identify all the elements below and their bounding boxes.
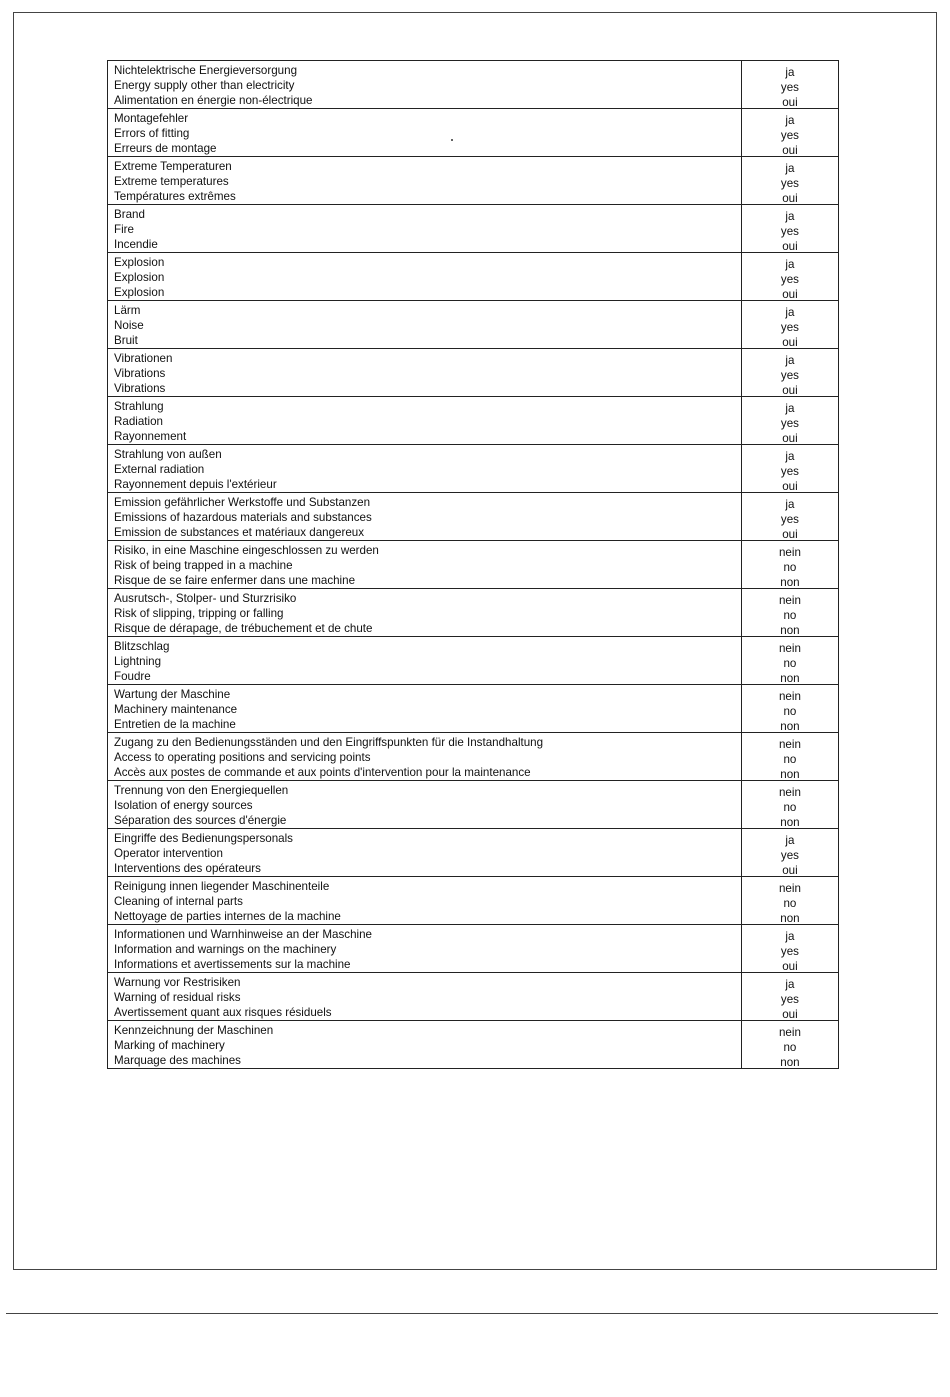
- hazard-label-stack: [108, 61, 741, 107]
- hazard-label-de: Warnung vor Restrisiken: [114, 976, 241, 989]
- hazard-label-stack: [108, 1021, 741, 1067]
- hazard-answer-stack: [742, 61, 838, 107]
- hazard-label-stack: [108, 781, 741, 827]
- answer-de: ja: [785, 978, 795, 991]
- answer-fr: oui: [782, 528, 798, 541]
- hazard-label-cell: [108, 637, 742, 685]
- hazard-label-de: Trennung von den Energiequellen: [114, 784, 289, 797]
- answer-de: ja: [785, 258, 795, 271]
- hazard-row: [108, 925, 839, 973]
- hazard-label-stack: [108, 685, 741, 731]
- hazard-label-de: Montagefehler: [114, 112, 189, 125]
- hazard-label-cell: [108, 349, 742, 397]
- hazard-label-stack: [108, 973, 741, 1019]
- answer-de: ja: [785, 498, 795, 511]
- hazard-answer-cell: [741, 1021, 838, 1069]
- hazard-row: [108, 637, 839, 685]
- scan-speck: [451, 139, 453, 141]
- answer-en: yes: [780, 81, 799, 94]
- hazard-label-stack: [108, 733, 741, 779]
- answer-de: ja: [785, 930, 795, 943]
- hazard-answer-stack: [742, 829, 838, 875]
- footer-rule: [6, 1313, 938, 1314]
- answer-en: no: [783, 705, 797, 718]
- hazard-answer-stack: [742, 925, 838, 971]
- hazard-answer-cell: [741, 349, 838, 397]
- hazard-label-fr: Nettoyage de parties internes de la machine: [114, 910, 341, 923]
- hazard-answer-stack: [742, 253, 838, 299]
- hazard-label-fr: Risque de dérapage, de trébuchement et de chute: [114, 622, 373, 635]
- hazard-label-cell: [108, 157, 742, 205]
- hazard-label-cell: [108, 301, 742, 349]
- hazard-label-fr: Séparation des sources d'énergie: [114, 814, 287, 827]
- hazard-label-de: Blitzschlag: [114, 640, 170, 653]
- answer-fr: oui: [782, 960, 798, 973]
- hazard-label-cell: [108, 829, 742, 877]
- hazard-table: [107, 60, 839, 1069]
- answer-de: ja: [785, 402, 795, 415]
- hazard-answer-cell: [741, 205, 838, 253]
- hazard-label-fr: Avertissement quant aux risques résiduels: [114, 1006, 332, 1019]
- hazard-row: [108, 973, 839, 1021]
- hazard-label-stack: [108, 541, 741, 587]
- hazard-answer-stack: [742, 685, 838, 731]
- answer-fr: non: [780, 672, 800, 685]
- hazard-label-de: Informationen und Warnhinweise an der Maschine: [114, 928, 372, 941]
- hazard-answer-stack: [742, 877, 838, 923]
- hazard-label-fr: Incendie: [114, 238, 158, 251]
- answer-fr: non: [780, 768, 800, 781]
- hazard-row: [108, 781, 839, 829]
- hazard-label-de: Eingriffe des Bedienungspersonals: [114, 832, 293, 845]
- hazard-label-stack: [108, 109, 741, 155]
- answer-fr: oui: [782, 864, 798, 877]
- hazard-label-en: Errors of fitting: [114, 127, 190, 140]
- hazard-label-cell: [108, 685, 742, 733]
- answer-en: yes: [780, 465, 799, 478]
- answer-de: ja: [785, 834, 795, 847]
- hazard-label-stack: [108, 445, 741, 491]
- hazard-label-stack: [108, 637, 741, 683]
- hazard-row: [108, 733, 839, 781]
- hazard-label-cell: [108, 589, 742, 637]
- hazard-answer-stack: [742, 781, 838, 827]
- hazard-label-cell: [108, 877, 742, 925]
- hazard-row: [108, 253, 839, 301]
- hazard-label-de: Nichtelektrische Energieversorgung: [114, 64, 298, 77]
- hazard-label-en: Access to operating positions and servicing points: [114, 751, 371, 764]
- answer-fr: oui: [782, 480, 798, 493]
- answer-en: yes: [780, 513, 799, 526]
- hazard-label-fr: Explosion: [114, 286, 165, 299]
- hazard-answer-cell: [741, 397, 838, 445]
- hazard-label-fr: Interventions des opérateurs: [114, 862, 261, 875]
- answer-en: yes: [780, 945, 799, 958]
- hazard-label-en: Fire: [114, 223, 134, 236]
- answer-fr: oui: [782, 384, 798, 397]
- hazard-row: [108, 349, 839, 397]
- hazard-answer-cell: [741, 877, 838, 925]
- answer-de: ja: [785, 306, 795, 319]
- hazard-label-de: Emission gefährlicher Werkstoffe und Substanzen: [114, 496, 371, 509]
- hazard-answer-cell: [741, 637, 838, 685]
- hazard-row: [108, 397, 839, 445]
- hazard-label-fr: Informations et avertissements sur la machine: [114, 958, 351, 971]
- hazard-label-en: Risk of slipping, tripping or falling: [114, 607, 284, 620]
- hazard-label-de: Extreme Temperaturen: [114, 160, 232, 173]
- hazard-label-cell: [108, 925, 742, 973]
- hazard-label-stack: [108, 589, 741, 635]
- hazard-label-cell: [108, 253, 742, 301]
- hazard-answer-cell: [741, 253, 838, 301]
- hazard-label-stack: [108, 253, 741, 299]
- hazard-label-cell: [108, 61, 742, 109]
- answer-en: no: [783, 801, 797, 814]
- hazard-answer-stack: [742, 589, 838, 635]
- hazard-label-de: Zugang zu den Bedienungsständen und den Eingriffspunkten für die Instandhaltung: [114, 736, 544, 749]
- answer-de: nein: [778, 738, 801, 751]
- hazard-answer-stack: [742, 109, 838, 155]
- answer-de: nein: [778, 690, 801, 703]
- hazard-label-en: Operator intervention: [114, 847, 223, 860]
- hazard-answer-cell: [741, 541, 838, 589]
- hazard-row: [108, 61, 839, 109]
- hazard-row: [108, 877, 839, 925]
- answer-fr: oui: [782, 336, 798, 349]
- hazard-label-fr: Bruit: [114, 334, 138, 347]
- hazard-label-de: Brand: [114, 208, 145, 221]
- answer-fr: oui: [782, 432, 798, 445]
- hazard-label-cell: [108, 781, 742, 829]
- answer-en: no: [783, 657, 797, 670]
- answer-fr: non: [780, 624, 800, 637]
- answer-de: nein: [778, 786, 801, 799]
- hazard-label-cell: [108, 973, 742, 1021]
- hazard-row: [108, 493, 839, 541]
- hazard-label-en: Extreme temperatures: [114, 175, 229, 188]
- hazard-label-stack: [108, 877, 741, 923]
- hazard-label-cell: [108, 1021, 742, 1069]
- answer-en: yes: [780, 129, 799, 142]
- hazard-label-fr: Alimentation en énergie non-électrique: [114, 94, 313, 107]
- hazard-row: [108, 1021, 839, 1069]
- hazard-answer-stack: [742, 1021, 838, 1067]
- answer-en: yes: [780, 225, 799, 238]
- answer-de: ja: [785, 114, 795, 127]
- answer-fr: non: [780, 1056, 800, 1069]
- hazard-label-en: Isolation of energy sources: [114, 799, 253, 812]
- hazard-label-cell: [108, 397, 742, 445]
- hazard-label-stack: [108, 493, 741, 539]
- hazard-label-fr: Risque de se faire enfermer dans une machine: [114, 574, 356, 587]
- hazard-label-stack: [108, 829, 741, 875]
- hazard-label-stack: [108, 349, 741, 395]
- hazard-label-fr: Erreurs de montage: [114, 142, 217, 155]
- hazard-label-en: Information and warnings on the machinery: [114, 943, 337, 956]
- answer-de: nein: [778, 546, 801, 559]
- answer-fr: non: [780, 816, 800, 829]
- hazard-label-en: Emissions of hazardous materials and substances: [114, 511, 372, 524]
- hazard-label-stack: [108, 397, 741, 443]
- answer-de: nein: [778, 594, 801, 607]
- hazard-label-de: Wartung der Maschine: [114, 688, 231, 701]
- hazard-label-en: Lightning: [114, 655, 162, 668]
- hazard-answer-stack: [742, 973, 838, 1019]
- hazard-row: [108, 157, 839, 205]
- answer-fr: oui: [782, 144, 798, 157]
- hazard-answer-cell: [741, 61, 838, 109]
- hazard-row: [108, 685, 839, 733]
- answer-fr: oui: [782, 240, 798, 253]
- answer-en: no: [783, 561, 797, 574]
- answer-en: no: [783, 753, 797, 766]
- hazard-answer-cell: [741, 301, 838, 349]
- answer-en: yes: [780, 993, 799, 1006]
- hazard-label-en: Marking of machinery: [114, 1039, 225, 1052]
- hazard-label-en: Risk of being trapped in a machine: [114, 559, 293, 572]
- answer-fr: oui: [782, 1008, 798, 1021]
- hazard-answer-cell: [741, 781, 838, 829]
- hazard-label-fr: Rayonnement: [114, 430, 187, 443]
- hazard-label-fr: Vibrations: [114, 382, 166, 395]
- hazard-label-cell: [108, 541, 742, 589]
- hazard-answer-stack: [742, 493, 838, 539]
- hazard-label-en: Explosion: [114, 271, 165, 284]
- hazard-answer-cell: [741, 157, 838, 205]
- hazard-label-en: Machinery maintenance: [114, 703, 238, 716]
- hazard-label-fr: Emission de substances et matériaux dangereux: [114, 526, 365, 539]
- hazard-label-fr: Entretien de la machine: [114, 718, 236, 731]
- hazard-label-en: Noise: [114, 319, 144, 332]
- answer-fr: oui: [782, 96, 798, 109]
- answer-en: yes: [780, 321, 799, 334]
- hazard-row: [108, 205, 839, 253]
- hazard-label-stack: [108, 157, 741, 203]
- hazard-label-en: Warning of residual risks: [114, 991, 241, 1004]
- hazard-row: [108, 301, 839, 349]
- answer-fr: non: [780, 720, 800, 733]
- hazard-answer-cell: [741, 829, 838, 877]
- hazard-answer-cell: [741, 973, 838, 1021]
- hazard-row: [108, 829, 839, 877]
- answer-de: nein: [778, 882, 801, 895]
- answer-en: yes: [780, 849, 799, 862]
- hazard-answer-stack: [742, 349, 838, 395]
- answer-fr: non: [780, 912, 800, 925]
- hazard-label-cell: [108, 493, 742, 541]
- answer-de: nein: [778, 642, 801, 655]
- hazard-answer-stack: [742, 445, 838, 491]
- hazard-label-en: External radiation: [114, 463, 205, 476]
- hazard-label-de: Strahlung: [114, 400, 164, 413]
- hazard-label-en: Vibrations: [114, 367, 166, 380]
- hazard-answer-stack: [742, 733, 838, 779]
- hazard-answer-stack: [742, 301, 838, 347]
- hazard-answer-cell: [741, 493, 838, 541]
- hazard-answer-stack: [742, 637, 838, 683]
- hazard-label-en: Radiation: [114, 415, 163, 428]
- hazard-label-stack: [108, 301, 741, 347]
- hazard-answer-stack: [742, 205, 838, 251]
- hazard-answer-cell: [741, 685, 838, 733]
- hazard-label-fr: Températures extrêmes: [114, 190, 236, 203]
- answer-de: nein: [778, 1026, 801, 1039]
- hazard-row: [108, 445, 839, 493]
- hazard-label-en: Cleaning of internal parts: [114, 895, 243, 908]
- hazard-label-stack: [108, 925, 741, 971]
- answer-en: yes: [780, 417, 799, 430]
- answer-en: yes: [780, 273, 799, 286]
- answer-fr: oui: [782, 192, 798, 205]
- hazard-label-de: Kennzeichnung der Maschinen: [114, 1024, 274, 1037]
- hazard-label-cell: [108, 445, 742, 493]
- hazard-answer-cell: [741, 925, 838, 973]
- hazard-label-en: Energy supply other than electricity: [114, 79, 295, 92]
- hazard-row: [108, 589, 839, 637]
- answer-fr: oui: [782, 288, 798, 301]
- hazard-label-cell: [108, 109, 742, 157]
- answer-de: ja: [785, 210, 795, 223]
- answer-en: no: [783, 609, 797, 622]
- answer-fr: non: [780, 576, 800, 589]
- hazard-label-fr: Rayonnement depuis l'extérieur: [114, 478, 277, 491]
- hazard-label-fr: Marquage des machines: [114, 1054, 241, 1067]
- answer-en: no: [783, 897, 797, 910]
- hazard-answer-stack: [742, 397, 838, 443]
- hazard-label-cell: [108, 205, 742, 253]
- hazard-answer-cell: [741, 445, 838, 493]
- hazard-label-de: Reinigung innen liegender Maschinenteile: [114, 880, 330, 893]
- hazard-label-fr: Accès aux postes de commande et aux points d'intervention pour la maintenance: [114, 766, 531, 779]
- answer-de: ja: [785, 162, 795, 175]
- hazard-row: [108, 109, 839, 157]
- hazard-label-de: Explosion: [114, 256, 165, 269]
- answer-de: ja: [785, 66, 795, 79]
- hazard-answer-stack: [742, 157, 838, 203]
- hazard-label-stack: [108, 205, 741, 251]
- hazard-answer-cell: [741, 733, 838, 781]
- answer-en: yes: [780, 177, 799, 190]
- answer-de: ja: [785, 450, 795, 463]
- hazard-label-de: Vibrationen: [114, 352, 173, 365]
- hazard-label-fr: Foudre: [114, 670, 151, 683]
- hazard-label-de: Strahlung von außen: [114, 448, 222, 461]
- answer-en: no: [783, 1041, 797, 1054]
- answer-en: yes: [780, 369, 799, 382]
- hazard-row: [108, 541, 839, 589]
- hazard-table-body: [108, 61, 839, 1069]
- hazard-label-de: Risiko, in eine Maschine eingeschlossen zu werden: [114, 544, 379, 557]
- hazard-answer-cell: [741, 589, 838, 637]
- hazard-answer-stack: [742, 541, 838, 587]
- answer-de: ja: [785, 354, 795, 367]
- hazard-label-de: Lärm: [114, 304, 141, 317]
- hazard-label-de: Ausrutsch-, Stolper- und Sturzrisiko: [114, 592, 297, 605]
- hazard-answer-cell: [741, 109, 838, 157]
- hazard-label-cell: [108, 733, 742, 781]
